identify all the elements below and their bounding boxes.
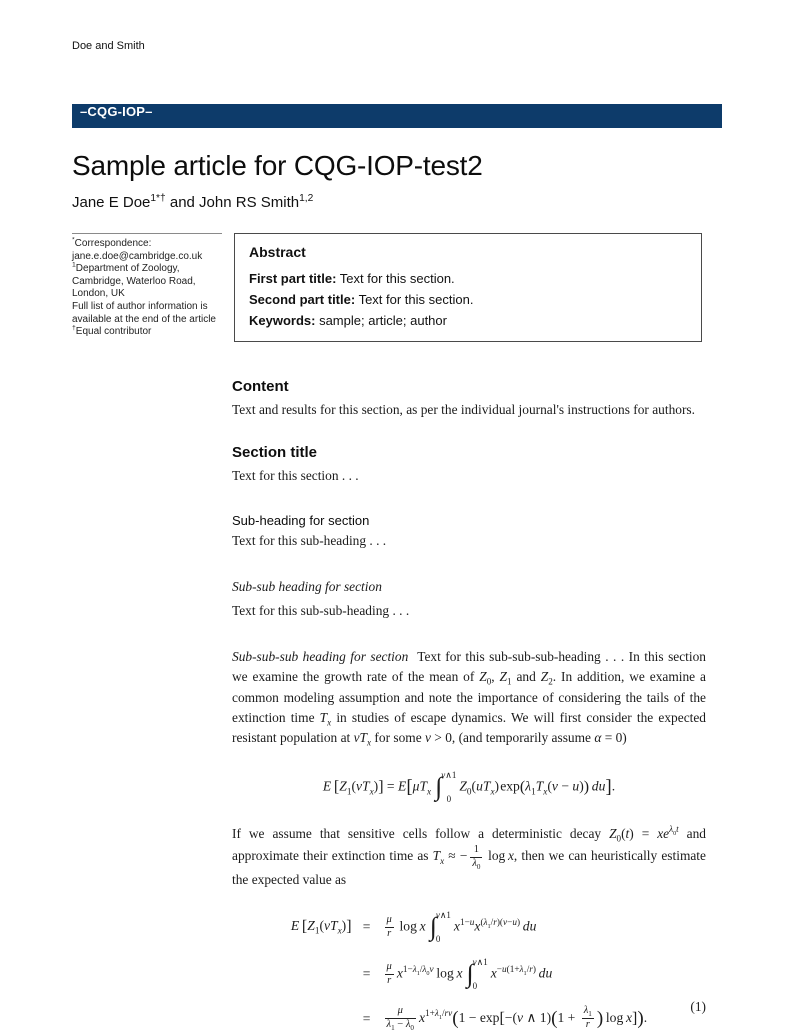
sub-heading: Sub-heading for section bbox=[232, 512, 370, 528]
correspondence-line: *Correspondence: bbox=[72, 236, 152, 249]
equation-rhs-line1: $\frac{\mu}{r}$ log x ∫ v∧1 0 $x^{1-u}x^{(\lambda_1/r)(v-u)}$ du bbox=[386, 909, 537, 944]
frontmatter-row bbox=[72, 233, 722, 342]
abstract-item-text: Text for this section. bbox=[336, 271, 455, 286]
math-paragraph: If we assume that sensitive cells follow a deterministic decay $Z_0(t) = xe^{\lambda_0t}$ and approximate their extinction time as $T_x$ ≈ − $\frac{1}{\lambda_0}$ log x, then we can heuristically estimate the expected value as bbox=[232, 824, 706, 888]
abstract-box bbox=[234, 233, 702, 342]
section-paragraph: Text for this section . . . bbox=[232, 468, 359, 484]
section-paragraph: Text and results for this section, as per the individual journal's instructions for authors. bbox=[232, 402, 695, 417]
subsubsub-inline-heading: Sub-sub-sub heading for section bbox=[232, 648, 409, 664]
correspondence-line: $^1$Department of Zoology, bbox=[72, 261, 180, 275]
correspondence-line: Full list of author information is bbox=[72, 300, 208, 312]
section-heading-section-title: Section title bbox=[232, 444, 318, 462]
aligned-equations bbox=[232, 911, 706, 1034]
correspondence-line: †Equal contributor bbox=[72, 324, 152, 338]
abstract-item-label: First part title: bbox=[249, 271, 337, 286]
aligned-equation-grid bbox=[232, 911, 706, 1034]
equation-lhs: E $[Z_1(vT_x)]$ bbox=[290, 918, 352, 936]
equals-sign: = bbox=[362, 1010, 371, 1026]
abstract-item-text: sample; article; author bbox=[315, 313, 447, 328]
display-equation-1: E $[Z_1(vT_x)] = E[\mu T_x$ ∫ v∧1 0 $Z_0(uT_x)$ $\exp(\lambda_1T_x(v - u))$ du]. bbox=[322, 769, 616, 804]
abstract-item-label: Second part title: bbox=[249, 292, 356, 307]
section-heading-content: Content bbox=[232, 378, 289, 395]
article-title: Sample article for CQG-IOP-test2 bbox=[72, 150, 483, 181]
journal-banner-label: –CQG-IOP– bbox=[80, 104, 153, 119]
abstract-item-text: Text for this section. bbox=[355, 292, 474, 307]
subsubsub-text: Text for this sub-sub-sub-heading . . . In this section we examine the growth rate of the mean of $Z_0$, $Z_1$ and $Z_2$. In addition, we examine a common modeling assumption and note the importance of considering the tails of the extinction time $T_x$ in studies of escape dynamics. We will first consider the expected resistant population at $vT_x$ for some v > 0, (and temporarily assume α = 0) bbox=[232, 648, 706, 749]
abstract-item-label: Keywords: bbox=[249, 313, 316, 328]
abstract-heading: Abstract bbox=[249, 244, 306, 260]
subsubsub-paragraph bbox=[232, 647, 706, 749]
abstract-item bbox=[249, 289, 687, 310]
sub-paragraph: Text for this sub-heading . . . bbox=[232, 532, 387, 548]
equals-sign: = bbox=[362, 918, 371, 934]
equation-rhs-line2: $\frac{\mu}{r}$ $x^{1-\lambda_1/\lambda_0v}$ log x ∫ v∧1 0 $x^{-u(1+\lambda_1/r)}$ du bbox=[386, 956, 553, 991]
equation-number: (1) bbox=[690, 999, 706, 1015]
correspondence-email: jane.e.doe@cambridge.co.uk bbox=[72, 250, 203, 262]
subsub-heading: Sub-sub heading for section bbox=[232, 579, 382, 595]
correspondence-block bbox=[72, 233, 222, 339]
equals-sign: = bbox=[362, 965, 371, 981]
journal-banner bbox=[72, 104, 722, 128]
abstract-keywords bbox=[249, 310, 687, 331]
authors-line: Jane E Doe$^{1*\dagger}$ and John RS Smith$^{1,2}$ bbox=[72, 193, 314, 211]
equation-rhs-line3: $\frac{\mu}{\lambda_1 - \lambda_0}$ $x^{1+\lambda_1/rv}(1 - \exp[-(v$ ∧ 1)(1 + $\frac{\lambda_1}{r}$ ) log x]). bbox=[386, 1005, 648, 1033]
correspondence-line: available at the end of the article bbox=[72, 313, 216, 325]
correspondence-line: Cambridge, Waterloo Road, bbox=[72, 275, 196, 287]
article-body bbox=[232, 378, 706, 1034]
abstract-item bbox=[249, 268, 687, 289]
running-head: Doe and Smith bbox=[72, 40, 145, 52]
correspondence-line: London, UK bbox=[72, 288, 125, 300]
subsub-paragraph: Text for this sub-sub-heading . . . bbox=[232, 602, 410, 618]
